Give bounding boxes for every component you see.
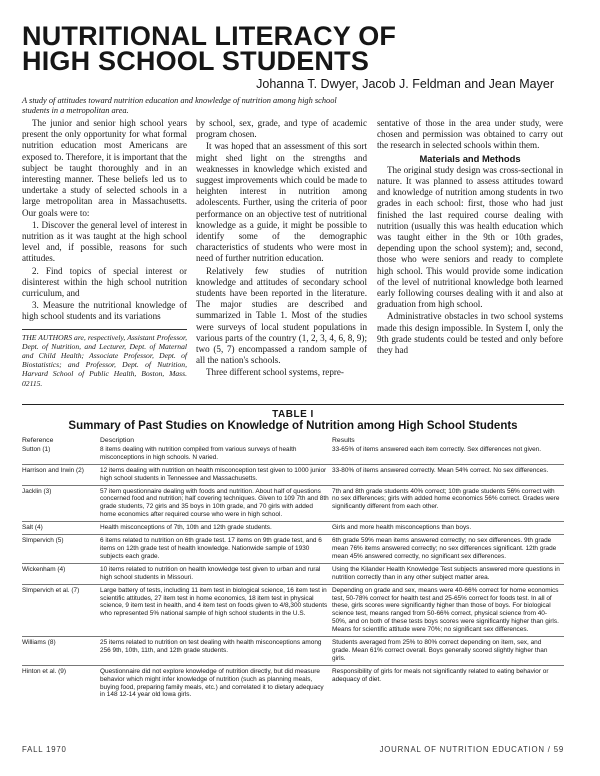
reference-cell: Slmpervich et al. (7) [22, 584, 100, 636]
paragraph: The original study design was cross-sectional in nature. It was planned to assess attitudes toward and knowledge of nutrition among students in two grades in each school: first, those who had just finished the last required course dealing with nutrition (usually this was health education which was taught either in the 9th or 10th grades, depending upon the school system); and, second, those who were seniors and ready to complete high school. This would provide some indication of the level of nutritional knowledge both learned early following courses dealing with it and also at graduation from high school. [377, 164, 563, 310]
studies-table [22, 437, 564, 701]
reference-cell: Jacklin (3) [22, 485, 100, 522]
description-cell: 6 items related to nutrition on 6th grade test. 17 items on 9th grade test, and 6 items on 12th grade test of health knowledge. Nationwide sample of 1930 subjects each grade. [100, 535, 332, 564]
column-header-reference: Reference [22, 437, 54, 444]
table-row [22, 637, 564, 666]
results-cell: 33-80% of items answered correctly. Mean 54% correct. No sex differences. [332, 464, 564, 485]
paragraph: 3. Measure the nutritional knowledge of high school students and its variations [22, 300, 187, 322]
article-abstract: A study of attitudes toward nutrition education and knowledge of nutrition among high school students in a metropolitan area. [22, 96, 337, 115]
table-row [22, 485, 564, 522]
reference-cell: Salt (4) [22, 522, 100, 535]
results-cell: Using the Kilander Health Knowledge Test subjects answered more questions in nutrition correctly than in any other subject matter area. [332, 563, 564, 584]
paragraph: The junior and senior high school years present the only opportunity for what formal nutrition education most Americans are exposed to. Therefore, it is important that the subject be taught thoroughly and in an interesting manner. These beliefs led us to undertake a study of selected schools in a large metropolitan area in Massachusetts. Our goals were to: [22, 118, 187, 218]
results-cell: Girls and more health misconceptions than boys. [332, 522, 564, 535]
table-header-row [22, 437, 564, 446]
table-top-rule [22, 404, 564, 405]
description-cell: 25 items related to nutrition on test dealing with health misconceptions among 256 9th, 10th, 11th, and 12th grade students. [100, 637, 332, 666]
reference-cell: Sutton (1) [22, 445, 51, 453]
footer-journal-page: JOURNAL OF NUTRITION EDUCATION / 59 [379, 745, 564, 754]
description-cell: Questionnaire did not explore knowledge of nutrition directly, but did measure behavior which might infer knowledge of nutrition (such as planning meals, buying food, preparing family meals, etc.) and correlated it to dietary adequacy in 148 12-14 year old Iowa girls. [100, 665, 332, 701]
description-cell: 10 items related to nutrition on health knowledge test given to urban and rural high school students in Missouri. [100, 563, 332, 584]
column-header-results: Results [332, 437, 355, 444]
paragraph: by school, sex, grade, and type of academic program chosen. [196, 118, 367, 140]
table-label: TABLE I [272, 409, 314, 420]
text-column-3 [377, 118, 563, 357]
description-cell: 12 items dealing with nutrition on health misconception test given to 1000 junior high school students in Tennessee and Massachusetts. [100, 464, 332, 485]
paragraph: Administrative obstacles in two school systems made this design impossible. In System I, only the 9th grade students could be tested and only before they had [377, 311, 563, 356]
column-header-description: Description [100, 437, 134, 444]
text-column-2 [196, 118, 367, 380]
reference-cell: Wickenham (4) [22, 563, 100, 584]
title-line-1: NUTRITIONAL LITERACY OF [22, 21, 397, 51]
text-column-1 [22, 118, 187, 388]
table-row [22, 464, 564, 485]
description-cell: Large battery of tests, including 11 item test in biological science, 16 item test in scientific attitudes, 27 item test in home economics, 18 item test in physical science, 9 item test in health, and 4 item test on foods given to 4/8,300 students who represented 5% national sample of high school students in the U.S. [100, 584, 332, 636]
paragraph: sentative of those in the area under study, were chosen and permission was obtained to carry out the research in selected schools within them. [377, 118, 563, 151]
description-cell: Health misconceptions of 7th, 10th and 12th grade students. [100, 522, 332, 535]
table-caption: Summary of Past Studies on Knowledge of Nutrition among High School Students [68, 420, 518, 432]
reference-cell: Williams (8) [22, 637, 100, 666]
paragraph: Relatively few studies of nutrition knowledge and attitudes of secondary school students have been reported in the literature. The major studies are described and summarized in Table 1. Most of the studies were surveys of local student populations in various parts of the country (1, 2, 3, 4, 6, 8, 9); two (5, 7) encompassed a random sample of all the nation's schools. [196, 265, 367, 366]
table-row [22, 563, 564, 584]
author-footnote: THE AUTHORS are, respectively, Assistant Professor, Dept. of Nutrition, and Lecturer, Dept. of Maternal and Child Health; Associate Professor, Dept. of Biostatistics; and Professor, Dept. of Nutrition, Harvard School of Public Health, Boston, Mass. 02115. [22, 329, 187, 388]
table-row [22, 446, 564, 464]
footer-issue-date: FALL 1970 [22, 745, 67, 754]
paragraph: 2. Find topics of special interest or disinterest within the high school nutrition curriculum, and [22, 265, 187, 299]
article-title [22, 21, 542, 76]
table-row [22, 522, 564, 535]
paragraph: 1. Discover the general level of interest in nutrition as it was taught at the high school level and, if possible, reasons for such attitudes. [22, 219, 187, 264]
results-cell: 6th grade 59% mean items answered correctly; no sex differences. 9th grade mean 76% items answered correctly; no sex differences significant. 12th grade mean 45% answered correctly, no significant sex differences. [332, 535, 564, 564]
table-row [22, 584, 564, 636]
results-cell: 7th and 8th grade students 40% correct; 10th grade students 56% correct with no sex differences; girls with added home economics 56% correct. Grades were significantly different from each other. [332, 485, 564, 522]
paragraph: Three different school systems, repre- [206, 367, 344, 378]
reference-cell: Harrison and Irwin (2) [22, 464, 100, 485]
reference-cell: Hinton et al. (9) [22, 665, 100, 701]
description-cell: 8 items dealing with nutrition compiled from various surveys of health misconceptions in high schools. N varied. [100, 445, 297, 461]
title-line-2: HIGH SCHOOL STUDENTS [22, 46, 370, 76]
table-row [22, 535, 564, 564]
reference-cell: Slmpervich (5) [22, 535, 100, 564]
results-cell: Responsibility of girls for meals not significantly related to eating behavior or adequacy of diet. [332, 665, 564, 701]
description-cell: 57 item questionnaire dealing with foods and nutrition. About half of questions concerned food and nutrition; half covering techniques. Given to 109 7th and 8th grade students, 72 girls and 35 boys in 10th grade, and 70 girls with added home economics after required course who were in high school. [100, 485, 332, 522]
table-row [22, 665, 564, 701]
results-cell: 33-65% of items answered each item correctly. Sex differences not given. [332, 445, 542, 453]
paragraph: It was hoped that an assessment of this sort might shed light on the strengths and weaknesses in knowledge which existed and suggest improvements which could be made to heighten interest in nutrition among adolescents. Further, using the criteria of poor performance on an objective test of nutritional knowledge as a guide, it might be possible to identify some of the demographic characteristics of students who were most in need of further nutrition education. [196, 141, 367, 264]
results-cell: Students averaged from 25% to 80% correct depending on item, sex, and grade. Mean 61% correct overall. Boys generally scored slightly higher than girls. [332, 637, 564, 666]
results-cell: Depending on grade and sex, means were 40-66% correct for home economics test, 50-78% correct for health test and 25-65% correct for foods test. In all of these, girls scores were significantly higher than those of boys. For biological science test, means ranged from 50-66% correct, physical science from 40-50%, and on both of these tests boys scores were significantly higher than girls. Means for scientific attitude were 70%; no significant sex differences. [332, 584, 564, 636]
section-heading: Materials and Methods [419, 152, 521, 164]
author-list: Johanna T. Dwyer, Jacob J. Feldman and Jean Mayer [256, 77, 554, 91]
